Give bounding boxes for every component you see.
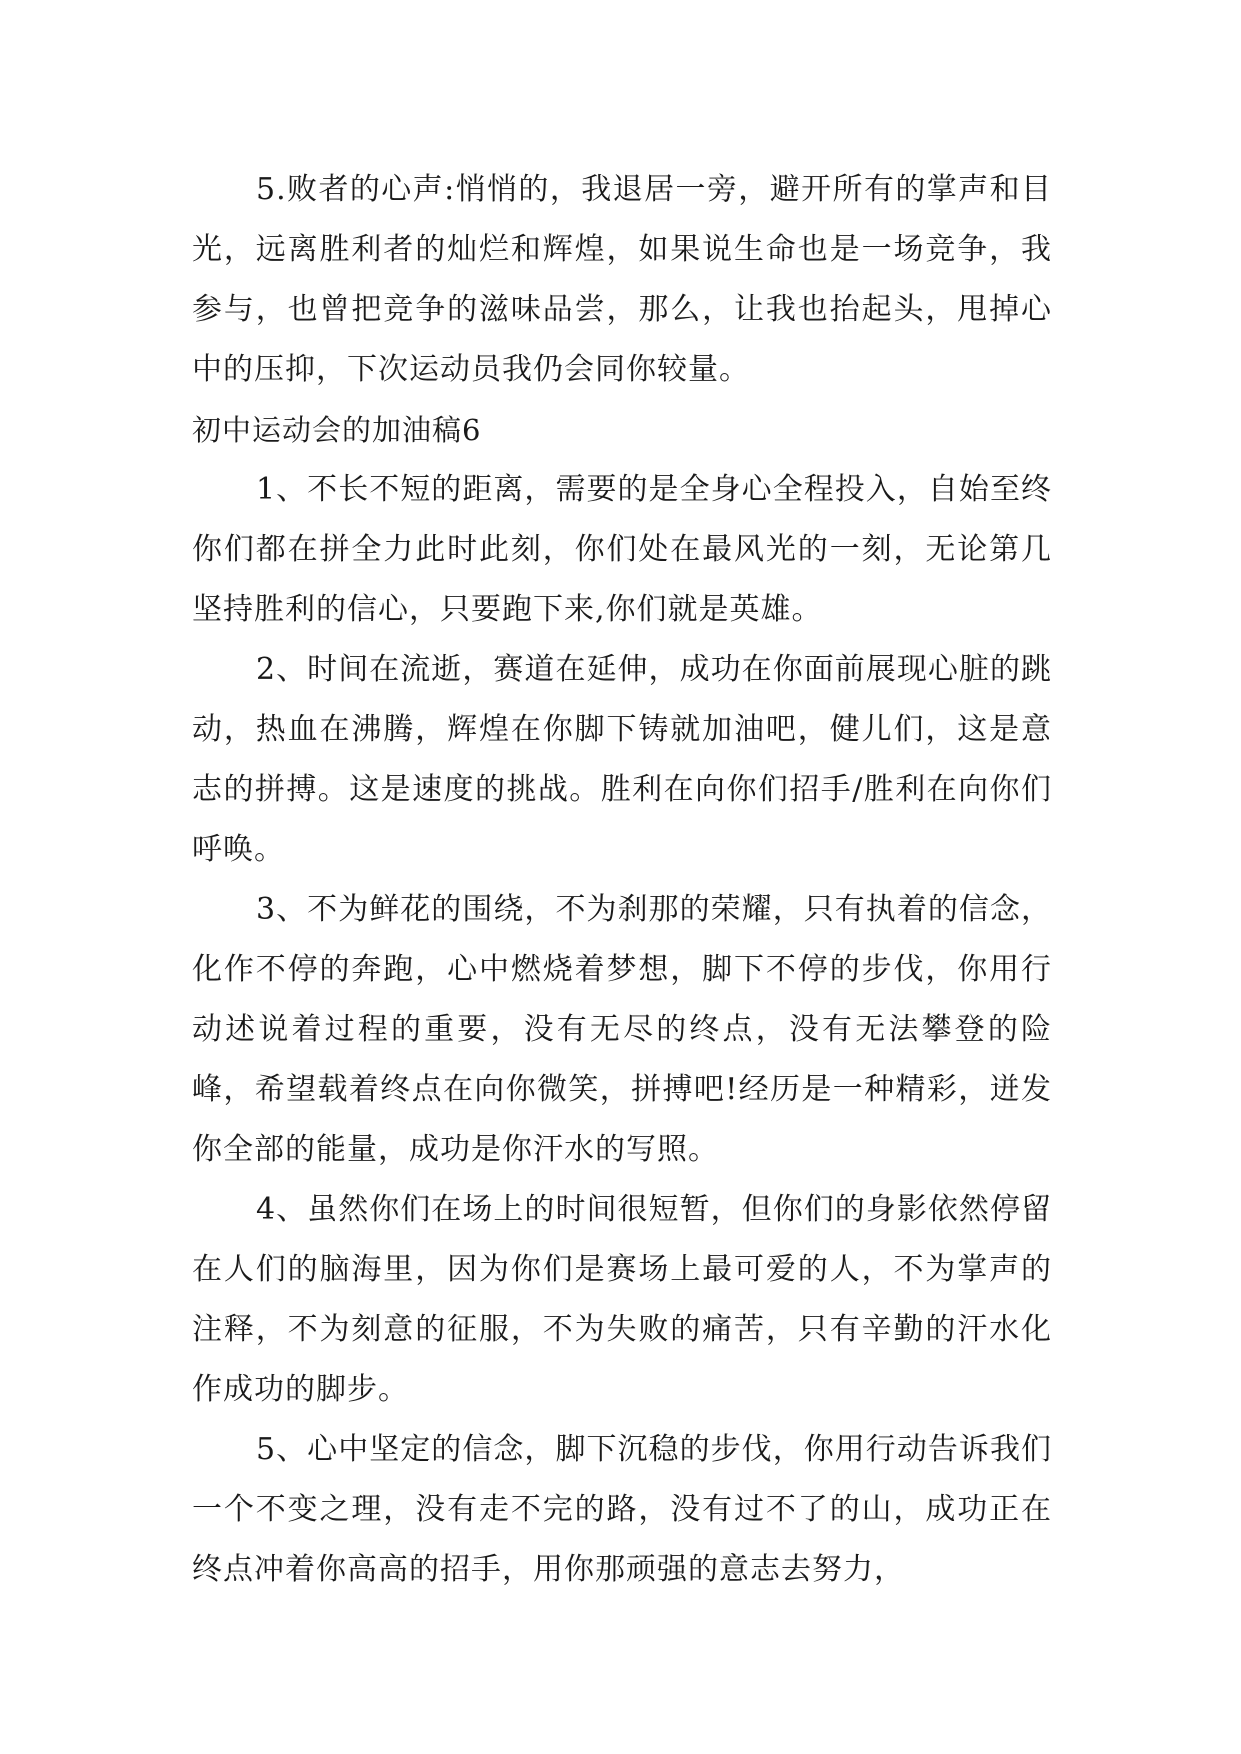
paragraph-1: 1、不长不短的距离，需要的是全身心全程投入，自始至终你们都在拼全力此时此刻，你们处在最风光的一刻，无论第几坚持胜利的信心，只要跑下来,你们就是英雄。 xyxy=(192,472,1052,627)
paragraph-5: 5、心中坚定的信念，脚下沉稳的步伐，你用行动告诉我们一个不变之理，没有走不完的路，没有过不了的山，成功正在终点冲着你高高的招手，用你那顽强的意志去努力， xyxy=(192,1432,1052,1587)
paragraph-4: 4、虽然你们在场上的时间很短暂，但你们的身影依然停留在人们的脑海里，因为你们是赛场上最可爱的人，不为掌声的注释，不为刻意的征服，不为失败的痛苦，只有辛勤的汗水化作成功的脚步。 xyxy=(192,1192,1052,1407)
paragraph-3: 3、不为鲜花的围绕，不为刹那的荣耀，只有执着的信念，化作不停的奔跑，心中燃烧着梦想，脚下不停的步伐，你用行动述说着过程的重要，没有无尽的终点，没有无法攀登的险峰，希望载着终点在向你微笑，拼搏吧!经历是一种精彩，迸发你全部的能量，成功是你汗水的写照。 xyxy=(192,892,1052,1167)
document-body xyxy=(192,160,1052,1600)
paragraph-2: 2、时间在流逝，赛道在延伸，成功在你面前展现心脏的跳动，热血在沸腾，辉煌在你脚下铸就加油吧，健儿们，这是意志的拼搏。这是速度的挑战。胜利在向你们招手/胜利在向你们呼唤。 xyxy=(192,652,1052,867)
paragraph-loser-voice: 5.败者的心声:悄悄的，我退居一旁，避开所有的掌声和目光，远离胜利者的灿烂和辉煌，如果说生命也是一场竞争，我参与，也曾把竞争的滋味品尝，那么，让我也抬起头，甩掉心中的压抑，下次运动员我仍会同你较量。 xyxy=(192,172,1052,387)
section-heading: 初中运动会的加油稿6 xyxy=(192,413,482,447)
